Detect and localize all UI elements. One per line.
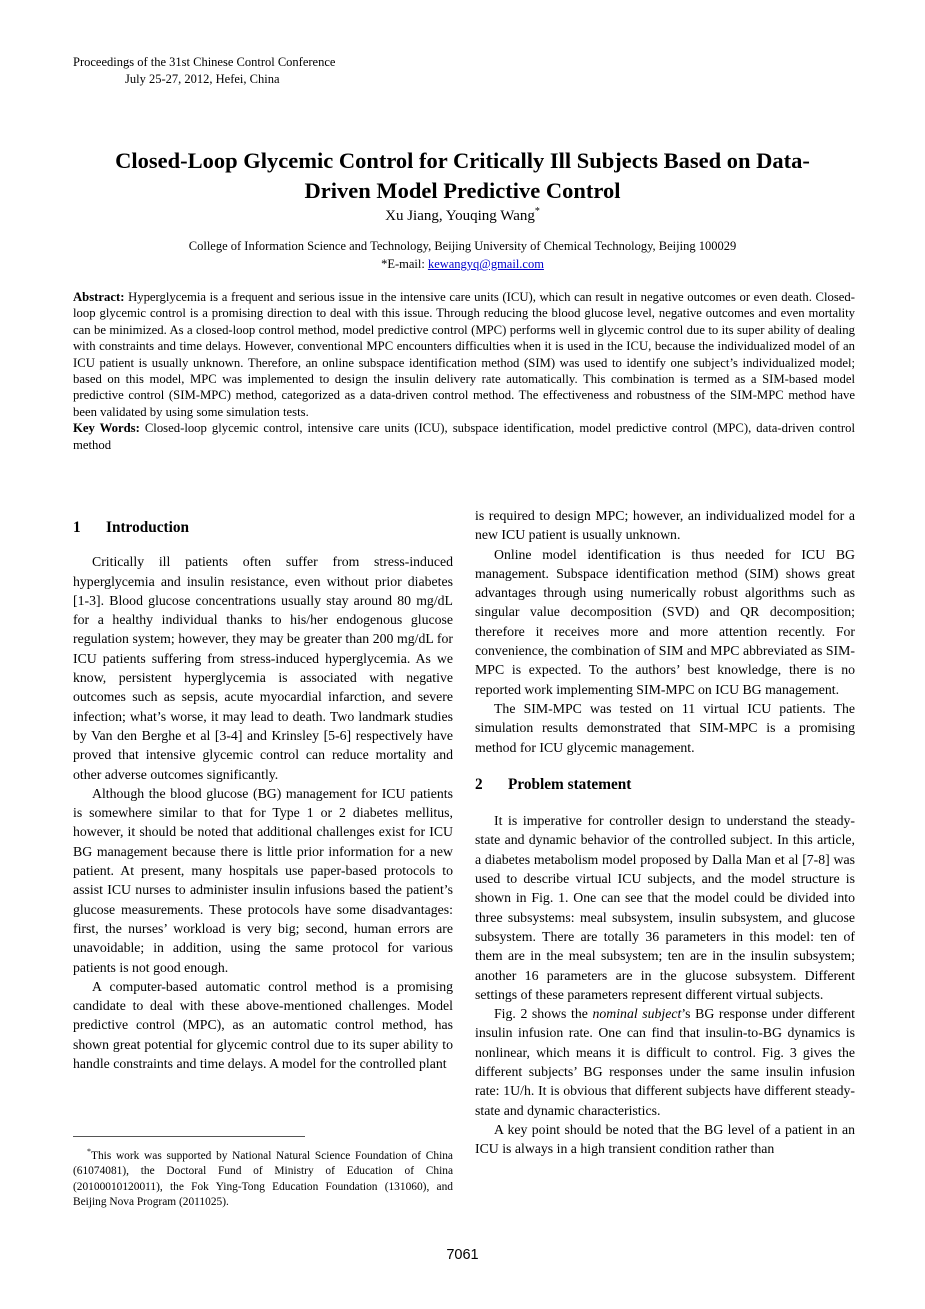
email-link[interactable]: kewangyq@gmail.com: [427, 257, 544, 271]
footnote-divider: [73, 1136, 305, 1137]
conference-name: Proceedings of the 31st Chinese Control Conference: [73, 55, 336, 69]
keywords-text: Closed-loop glycemic control, intensive care units (ICU), subspace identification, model predictive control (MPC), data-driven control method: [73, 421, 855, 452]
section-title: Introduction: [106, 519, 190, 536]
affiliation: College of Information Science and Technology, Beijing University of Chemical Technology, Beijing 100029: [188, 239, 737, 253]
body-paragraph: The SIM-MPC was tested on 11 virtual ICU patients. The simulation results demonstrated that SIM-MPC is a promising method for ICU glycemic management.: [475, 700, 855, 755]
conference-date-location: July 25-27, 2012, Hefei, China: [125, 72, 280, 86]
abstract-text: Hyperglycemia is a frequent and serious issue in the intensive care units (ICU), which can result in negative outcomes or even death. Closed-loop glycemic control is a promising direction to deal with this issue. Through reducing the blood glucose level, negative outcomes and even mortality can be minimized. As a closed-loop control method, model predictive control (MPC) performs well in glycemic control due to its super ability of dealing with constraints and time delays. However, conventional MPC encounters difficulties when it is used in the ICU, because the individualized model of an ICU patient is usually unknown. Therefore, an online subspace identification method (SIM) was used to identify one subject’s individualized model; based on this model, MPC was implemented to design the insulin delivery rate automatically. This combination is termed as a SIM-based model predictive control (SIM-MPC) method, categorized as a data-driven control method. The effectiveness and robustness of the SIM-MPC method have been validated by using some simulation tests.: [73, 290, 855, 419]
section-heading-introduction: [73, 518, 453, 537]
keywords-paragraph: [73, 420, 855, 453]
section-number: 1: [73, 519, 81, 536]
left-column: [73, 506, 453, 1159]
running-head: [73, 54, 335, 88]
abstract-block: [73, 289, 855, 453]
keywords-label: Key Words:: [73, 421, 145, 436]
body-paragraph: is required to design MPC; however, an individualized model for a new ICU patient is usually unknown.: [475, 508, 855, 543]
email-line: [0, 257, 925, 272]
paragraph-text: Fig. 2 shows the: [494, 1006, 593, 1022]
section-number: 2: [475, 775, 483, 793]
abstract-paragraph: [73, 289, 855, 420]
section-title: Problem statement: [508, 775, 632, 793]
body-columns: [73, 506, 855, 1159]
right-column: [475, 506, 855, 1159]
body-paragraph: A computer-based automatic control method is a promising candidate to deal with these above-mentioned challenges. Model predictive control (MPC), as an automatic control method, has shown great potential for glycemic control due to its super ability to handle constraints and time delays. A model for the controlled plant: [73, 978, 453, 1072]
body-paragraph: [475, 1004, 855, 1120]
body-paragraph: A key point should be noted that the BG level of a patient in an ICU is always in a high transient condition rather than: [475, 1121, 855, 1157]
body-paragraph: Online model identification is thus needed for ICU BG management. Subspace identification method (SIM) shows great advantages through using numerically robust algorithms such as singular value decomposition (SVD) and QR decomposition; therefore it receives more and more attention recently. For convenience, the combination of SIM and MPC abbreviated as SIM-MPC is expected. To the authors’ best knowledge, there is no reported work implementing SIM-MPC on ICU BG management.: [475, 546, 855, 697]
section-heading-problem-statement: [475, 775, 855, 794]
page-number: 7061: [446, 1247, 479, 1263]
page-title: Closed-Loop Glycemic Control for Critically Ill Subjects Based on Data-Driven Model Predictive Control: [115, 148, 810, 204]
abstract-label: Abstract:: [73, 290, 129, 304]
author-line: [0, 206, 925, 225]
body-paragraph: Critically ill patients often suffer from stress-induced hyperglycemia and insulin resistance, even without prior diabetes [1-3]. Blood glucose concentrations usually stay around 80 mg/dL for a healthy individual thanks to his/her endogenous glucose regulation system; however, they may be greater than 200 mg/dL for ICU patients suffering from stress-induced hyperglycemia. As we know, persistent hyperglycemia is associated with negative outcomes such as sepsis, acute myocardial infarction, and severe infection; what’s worse, it may lead to death. Two landmark studies by Van den Berghe et al [3-4] and Krinsley [5-6] respectively have proved that intensive glycemic control can reduce mortality and other adverse outcomes significantly.: [73, 554, 453, 782]
footnote-body: This work was supported by National Natural Science Foundation of China (61074081), the Doctoral Fund of Ministry of Education of China (20100010120011), the Fok Ying-Tong Education Foundation (131060), and Beijing Nova Program (2011025).: [73, 1149, 453, 1209]
footnote-text: [73, 1144, 453, 1211]
body-paragraph: Although the blood glucose (BG) management for ICU patients is somewhere similar to that for Type 1 or 2 diabetes mellitus, however, it should be noted that additional challenges exist for ICU BG management because there is little prior information for a new patient. At present, many hospitals use paper-based protocols to assist ICU nurses to administer insulin infusions based the patient’s glucose measurements. These protocols have some disadvantages: first, the nurses’ workload is very big; second, human errors are unavoidable; in addition, using the same protocol for various patients is not good enough.: [73, 785, 453, 975]
author-names: Xu Jiang, Youqing Wang: [385, 208, 535, 224]
corresponding-author-asterisk: *: [534, 206, 540, 217]
body-paragraph: It is imperative for controller design to understand the steady-state and dynamic behavior of the controlled subject. In this article, a diabetes metabolism model proposed by Dalla Man et al [7-8] was used to describe virtual ICU subjects, and the model structure is shown in Fig. 1. One can see that the model could be divided into three subsystems: meal subsystem, insulin subsystem, and glucose subsystem. There are totally 36 parameters in this model: ten of them are in the meal subsystem; ten are in the insulin subsystem; another 16 parameters are in the glucose subsystem. Different settings of these parameters represent different virtual subjects.: [475, 813, 855, 1002]
footnote-marker: *: [87, 1147, 91, 1156]
italic-term: nominal subject: [592, 1006, 682, 1022]
paragraph-text: ’s BG response under different insulin infusion rate. One can find that insulin-to-BG dynamics is nonlinear, which means it is difficult to control. Fig. 3 gives the different subjects’ BG responses under the same insulin infusion rate: 1U/h. It is obvious that different subjects have different steady-state and dynamic characteristics.: [475, 1006, 855, 1118]
email-label: *E-mail:: [381, 257, 428, 271]
funding-footnote: [73, 1136, 453, 1211]
